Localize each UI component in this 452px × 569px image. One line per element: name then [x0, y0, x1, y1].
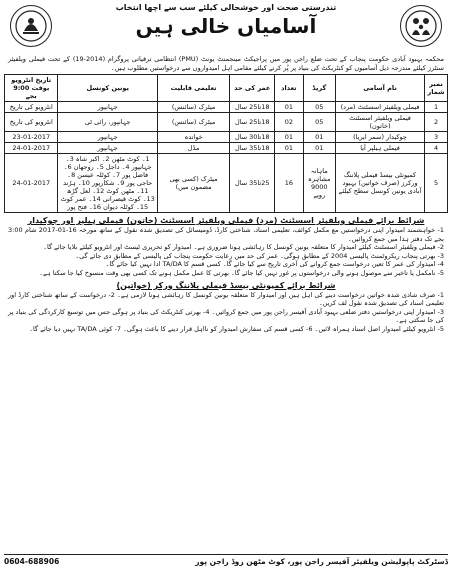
cell-count: 01 — [275, 132, 303, 143]
cell-name: فیملی ویلفیئر اسسٹنٹ (مرد) — [336, 102, 425, 113]
cell-sn: 3 — [425, 132, 448, 143]
cell-count: 01 — [275, 143, 303, 154]
table-row — [5, 113, 448, 132]
table-row — [5, 102, 448, 113]
cell-age: 18تا30 سال — [230, 132, 275, 143]
header-union-council: یونین کونسل — [58, 75, 158, 102]
list-item: 4- امیدوار کی عمر کا تعین درخواست جمع کروانے کی آخری تاریخ سے کیا جائے گا۔ کسی قسم کا TA/DA ادا نہیں کیا جائے گا۔ — [105, 260, 444, 269]
table-row — [5, 154, 448, 213]
cell-sn: 4 — [425, 143, 448, 154]
cell-union-council: 1۔ کوٹ مٹھن 2۔ اکبر شاہ 3۔ جہانپور 4۔ داجل 5۔ روجھان 6۔ فاضل پور 7۔ کوٹلہ عیسن 8۔ حاجی پور 9۔ شکارپور 10۔ ہڑند 11۔ مٹھن کوٹ 12۔ لعل گڑھ 13۔ کوٹ قیصرانی 14۔ عمر کوٹ 15۔ کوٹلہ دیوان 16۔ فتح پور — [58, 154, 158, 213]
cell-grade: 01 — [303, 143, 335, 154]
table-header-row — [5, 75, 448, 102]
list-item: 5- انٹرویو کیلئے امیدوار اصل اسناد ہمراہ لائیں۔ 6- کسی قسم کی سفارش امیدوار کو نااہل قرار دینے کا باعث ہوگی۔ 7- کوئی TA/DA نہیں دیا جائے گا۔ — [29, 324, 444, 333]
cell-education: میٹرک (سائنس) — [157, 102, 229, 113]
cell-union-council: جہانپور، رائی ٹی — [58, 113, 158, 132]
cell-interview-date: 24-01-2017 — [5, 154, 58, 213]
header — [4, 3, 448, 53]
list-item: 1- صرف شادی شدہ خواتین درخواست دینے کی اہل ہیں اور امیدوار کا متعلقہ یونین کونسل کا رہائشی ہونا لازمی ہے۔ 2- درخواست کے ساتھ شناختی کارڈ اور تعلیمی اسناد کی تصدیق شدہ نقول لف کریں۔ — [8, 290, 444, 308]
cell-education: خواندہ — [157, 132, 229, 143]
table-row — [5, 132, 448, 143]
cell-interview-date: انٹرویو کی تاریخ — [5, 113, 58, 132]
cell-grade: ماہانہ مشاہرہ 9000 روپے — [303, 154, 335, 213]
cell-interview-date: انٹرویو کی تاریخ — [5, 102, 58, 113]
cell-count: 16 — [275, 154, 303, 213]
table-row — [5, 143, 448, 154]
intro-paragraph: محکمہ بہبود آبادی حکومت پنجاب کے تحت ضلع راجن پور میں پراجیکٹ مینجمنٹ یونٹ (PMU) انتظامی ترقیاتی پروگرام (2014-19) کے تحت فیملی ویلفیئر سنٹرز کیلئے مندرجہ ذیل آسامیوں کو کنٹریکٹ کی بنیاد پر پُر کرنے کیلئے مقامی اہل امیدواروں سے درخواستیں مطلوب ہیں۔ — [8, 55, 445, 72]
cell-interview-date: 24-01-2017 — [5, 143, 58, 154]
header-education: تعلیمی قابلیت — [157, 75, 229, 102]
tagline: تندرستی صحت اور خوشحالی کیلئے سب سے اچھا انتخاب — [115, 3, 337, 12]
cell-grade: 05 — [303, 113, 335, 132]
cell-union-council: جہانپور — [58, 102, 158, 113]
cell-union-council: جہانپور — [58, 143, 158, 154]
cell-sn: 2 — [425, 113, 448, 132]
phone-number: 0604-688906 — [4, 557, 60, 566]
section1-title: شرائط برائے فیملی ویلفیئر اسسٹنٹ (مرد) فیملی ویلفیئر اسسٹنٹ (خاتون) فیملی ہیلپر اور چوکیدار — [27, 216, 425, 225]
section2-title: شرائط برائے کمیونٹی بیسڈ فیملی پلاننگ ورکر (خواتین) — [116, 280, 336, 290]
section2-list — [8, 291, 444, 334]
cell-name: فیملی ہیلپر آیا — [336, 143, 425, 154]
cell-grade: 01 — [303, 132, 335, 143]
page-title: آسامیاں خالی ہیں — [135, 14, 317, 38]
footer — [4, 554, 448, 566]
cell-age: 18تا35 سال — [230, 143, 275, 154]
header-count: تعداد — [275, 75, 303, 102]
list-item: 2- فیملی ویلفیئر اسسٹنٹ کیلئے امیدوار کا متعلقہ یونین کونسل کا رہائشی ہونا ضروری ہے۔ امیدوار کو تحریری ٹیسٹ اور انٹرویو کیلئے بلایا جائے گا۔ — [43, 243, 444, 252]
header-interview-date: تاریخ انٹرویو بوقت 9:00 بجے — [5, 75, 58, 102]
cell-education: میٹرک (کسی بھی مضمون میں) — [157, 154, 229, 213]
cell-age: 18تا25 سال — [230, 113, 275, 132]
family-icon — [404, 9, 438, 43]
cell-sn: 5 — [425, 154, 448, 213]
cell-union-council: جہانپور — [58, 132, 158, 143]
header-grade: گریڈ — [303, 75, 335, 102]
population-welfare-logo — [400, 5, 442, 47]
cell-name: فیملی ویلفیئر اسسٹنٹ (خاتون) — [336, 113, 425, 132]
cell-name: کمیونٹی بیسڈ فیملی پلاننگ ورکرز (صرف خواتین) بہبود آبادی یونین کونسل سطح کیلئے — [336, 154, 425, 213]
cell-sn: 1 — [425, 102, 448, 113]
cell-age: 18تا25 سال — [230, 102, 275, 113]
cell-count: 02 — [275, 113, 303, 132]
header-name: نام آسامی — [336, 75, 425, 102]
list-item: 3- بھرتی پنجاب ریکروٹمنٹ پالیسی 2004 کے مطابق ہوگی۔ عمر کی حد میں رعایت حکومت پنجاب کی پالیسی کے مطابق دی جائے گی۔ — [75, 251, 444, 260]
cell-grade: 05 — [303, 102, 335, 113]
list-item: 3- امیدوار اپنی درخواستیں دفتر ضلعی بہبود آبادی آفیسر راجن پور میں جمع کروائیں۔ 4- بھرتی کنٹریکٹ کی بنیاد پر ہوگی جس میں توسیع کارکردگی کی بنیاد پر کی جا سکتی ہے۔ — [8, 307, 444, 325]
section1-list — [8, 226, 444, 278]
cell-age: 25تا35 سال — [230, 154, 275, 213]
list-item: 1- خواہشمند امیدوار اپنی درخواستیں مع مکمل کوائف، تعلیمی اسناد، شناختی کارڈ، ڈومیسائل کی تصدیق شدہ نقول کے ساتھ مورخہ 16-01-2017 شام 3:00 بجے تک دفتر ہذا میں جمع کروائیں۔ — [8, 226, 445, 243]
jobs-table — [4, 74, 448, 213]
cell-interview-date: 23-01-2017 — [5, 132, 58, 143]
office-address: ڈسٹرکٹ پاپولیشن ویلفیئر آفیسر راجن پور، کوٹ مٹھن روڈ راجن پور — [195, 557, 448, 566]
cell-count: 01 — [275, 102, 303, 113]
list-item: 5- نامکمل یا تاخیر سے موصول ہونے والی درخواستوں پر غور نہیں کیا جائے گا۔ بھرتی کا عمل مکمل ہونے تک کسی بھی وقت منسوخ کیا جا سکتا ہے۔ — [39, 268, 444, 277]
cell-education: میٹرک (سائنس) — [157, 113, 229, 132]
header-sn: نمبر شمار — [425, 75, 448, 102]
header-age: عمر کی حد — [230, 75, 275, 102]
cell-education: مڈل — [157, 143, 229, 154]
cell-name: چوکیدار (سمر ایریا) — [336, 132, 425, 143]
